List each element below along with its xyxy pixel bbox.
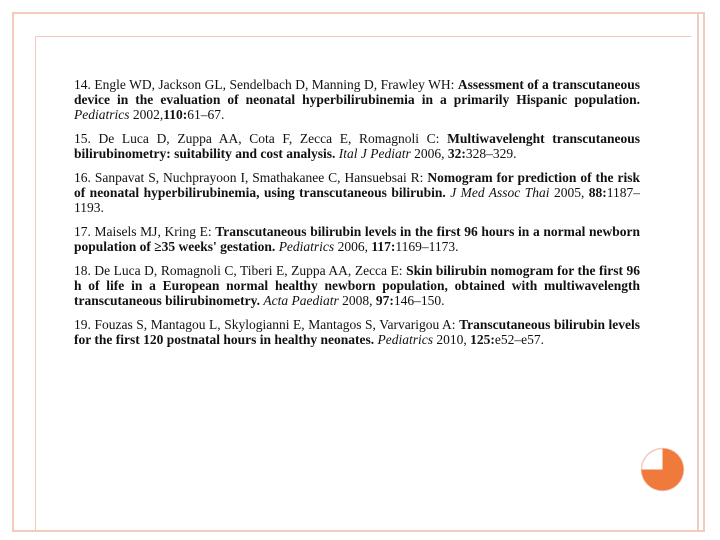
reference-list — [74, 77, 640, 356]
ref-title: Transcutaneous bilirubin levels for the first 120 postnatal hours in healthy neonates. — [74, 317, 641, 347]
ref-number: 15. — [74, 131, 91, 146]
ref-journal: J Med Assoc Thai — [450, 185, 550, 200]
ref-volume: 117: — [371, 239, 396, 254]
ref-authors: Sanpavat S, Nuchprayoon I, Smathakanee C, Hansuebsai R: — [94, 170, 424, 185]
ref-pages: 328–329. — [465, 146, 517, 161]
ref-title: Multiwavelenght transcutaneous bilirubinometry: suitability and cost analysis. — [74, 131, 640, 161]
decorative-circle-icon — [640, 447, 685, 492]
ref-authors: De Luca D, Romagnoli C, Tiberi E, Zuppa AA, Zecca E: — [94, 263, 403, 278]
ref-journal: Ital J Pediatr — [338, 146, 411, 161]
ref-number: 16. — [74, 170, 91, 185]
ref-number: 17. — [74, 224, 91, 239]
reference-item — [74, 263, 640, 308]
ref-year: 2005, — [553, 185, 585, 200]
ref-title: Transcutaneous bilirubin levels in the first 96 hours in a normal newborn population of ≥35 weeks' gestation. — [74, 224, 641, 254]
ref-title: Assessment of a transcutaneous device in the evaluation of neonatal hyperbilirubinemia in a primarily Hispanic population. — [74, 77, 641, 107]
ref-journal: Pediatrics — [377, 332, 434, 347]
ref-authors: Maisels MJ, Kring E: — [94, 224, 212, 239]
ref-volume: 88: — [588, 185, 607, 200]
ref-year: 2002, — [132, 107, 164, 122]
reference-item — [74, 77, 640, 122]
ref-number: 18. — [74, 263, 91, 278]
ref-title: Nomogram for prediction of the risk of neonatal hyperbilirubinemia, using transcutaneous bilirubin. — [74, 170, 640, 200]
ref-authors: Engle WD, Jackson GL, Sendelbach D, Manning D, Frawley WH: — [94, 77, 455, 92]
ref-volume: 32: — [447, 146, 466, 161]
ref-volume: 97: — [375, 293, 394, 308]
ref-journal: Acta Paediatr — [263, 293, 339, 308]
right-border-rule — [697, 12, 699, 532]
ref-year: 2006, — [414, 146, 445, 161]
ref-year: 2010, — [436, 332, 467, 347]
ref-number: 14. — [74, 77, 91, 92]
ref-journal: Pediatrics — [278, 239, 335, 254]
ref-pages: 61–67. — [187, 107, 225, 122]
ref-pages: 146–150. — [393, 293, 445, 308]
ref-pages: e52–e57. — [494, 332, 544, 347]
ref-number: 19. — [74, 317, 91, 332]
reference-item — [74, 170, 640, 215]
ref-volume: 125: — [470, 332, 495, 347]
ref-journal: Pediatrics — [74, 107, 130, 122]
reference-item — [74, 131, 640, 161]
ref-authors: De Luca D, Zuppa AA, Cota F, Zecca E, Romagnoli C: — [98, 131, 440, 146]
ref-authors: Fouzas S, Mantagou L, Skylogianni E, Mantagos S, Varvarigou A: — [94, 317, 456, 332]
ref-year: 2008, — [342, 293, 373, 308]
ref-year: 2006, — [337, 239, 368, 254]
ref-volume: 110: — [163, 107, 188, 122]
ref-pages: 1169–1173. — [395, 239, 459, 254]
reference-item — [74, 224, 640, 254]
reference-item — [74, 317, 640, 347]
ref-title: Skin bilirubin nomogram for the first 96 h of life in a European normal healthy newborn population, obtained with multiwavelength transcutaneous bilirubinometry. — [74, 263, 641, 308]
ref-pages: 1187–1193. — [74, 185, 640, 215]
